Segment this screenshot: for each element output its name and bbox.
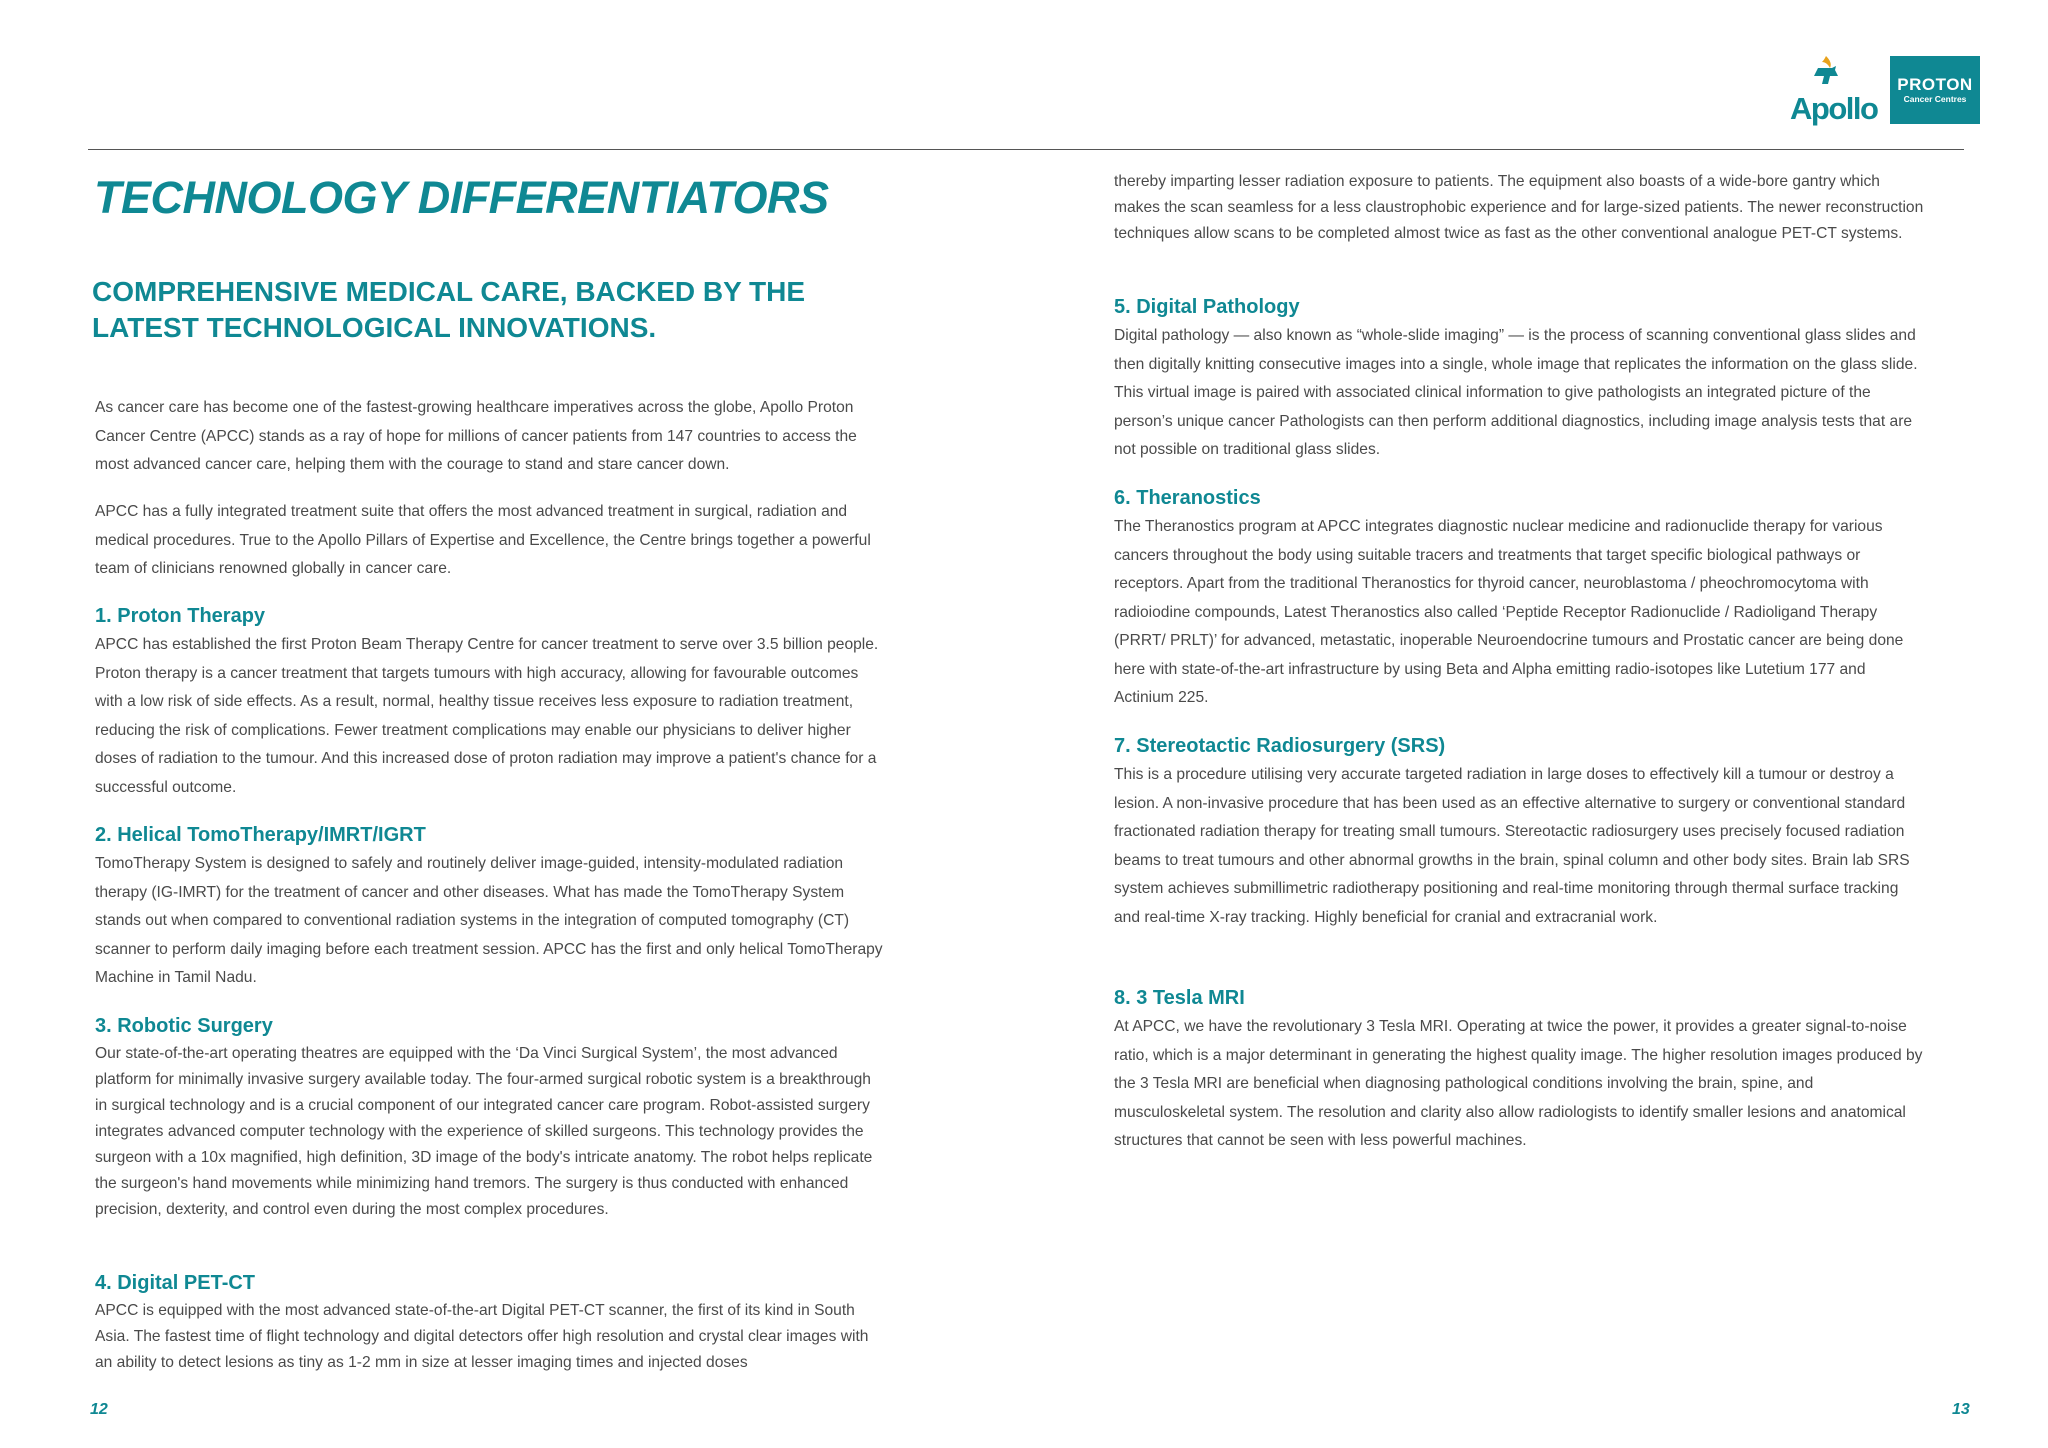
- section-body: thereby imparting lesser radiation exposure to patients. The equipment also boasts of a wide-bore gantry which makes the scan seamless for a less claustrophobic experience and for large-sized patients. The newer reconstruction techniques allow scans to be completed almost twice as fast as the other conventional analogue PET-CT systems.: [1114, 173, 1924, 242]
- section-body: This is a procedure utilising very accurate targeted radiation in large doses to effectively kill a tumour or destroy a lesion. A non-invasive procedure that has been used as an effective alternative to surgery or conventional standard fractionated radiation therapy for treating small tumours. Stereotactic radiosurgery uses precisely focused radiation beams to treat tumours and other abnormal growths in the brain, spinal column and other body sites. Brain lab SRS system achieves submillimetric radiotherapy positioning and real-time monitoring through thermal surface tracking and real-time X-ray tracking. Highly beneficial for cranial and extracranial work.: [1114, 766, 1910, 926]
- section-heading: 1. Proton Therapy: [95, 605, 266, 627]
- page-number-right: 13: [1952, 1401, 1970, 1418]
- section-3-tesla-mri: [1114, 983, 1924, 1156]
- section-heading: 7. Stereotactic Radiosurgery (SRS): [1114, 735, 1446, 757]
- page-number-left: 12: [90, 1401, 108, 1418]
- section-tomotherapy: [95, 820, 885, 993]
- section-heading: 4. Digital PET-CT: [95, 1272, 256, 1294]
- section-heading: 2. Helical TomoTherapy/IMRT/IGRT: [95, 824, 426, 846]
- intro-paragraph-1: [95, 394, 885, 480]
- section-theranostics: [1114, 483, 1924, 713]
- section-body: At APCC, we have the revolutionary 3 Tesla MRI. Operating at twice the power, it provides a greater signal-to-noise ratio, which is a major determinant in generating the highest quality image. The higher resolution images produced by the 3 Tesla MRI are beneficial when diagnosing pathological conditions involving the brain, spine, and musculoskeletal system. The resolution and clarity also allow radiologists to identify smaller lesions and anatomical structures that cannot be seen with less powerful machines.: [1114, 1018, 1923, 1149]
- section-body: APCC is equipped with the most advanced state-of-the-art Digital PET-CT scanner, the first of its kind in South Asia. The fastest time of flight technology and digital detectors offer high resolution and crystal clear images with an ability to detect lesions as tiny as 1-2 mm in size at lesser imaging times and injected doses: [95, 1302, 869, 1371]
- header-logos: [1790, 52, 1980, 124]
- section-digital-pathology: [1114, 292, 1924, 465]
- section-digital-pet-ct: [95, 1268, 885, 1376]
- apollo-logo: [1790, 54, 1876, 124]
- proton-subtitle: Cancer Centres: [1903, 94, 1967, 105]
- section-heading: 6. Theranostics: [1114, 487, 1261, 509]
- section-heading: 5. Digital Pathology: [1114, 296, 1300, 318]
- apollo-wordmark: Apollo: [1790, 91, 1878, 126]
- intro-text-1: As cancer care has become one of the fastest-growing healthcare imperatives across the globe, Apollo Proton Cancer Centre (APCC) stands as a ray of hope for millions of cancer patients from 147 countries to access the most advanced cancer care, helping them with the courage to stand and stare cancer down.: [95, 399, 857, 473]
- subtitle-line-1: COMPREHENSIVE MEDICAL CARE, BACKED BY THE: [92, 276, 806, 307]
- intro-text-2: APCC has a fully integrated treatment suite that offers the most advanced treatment in surgical, radiation and medical procedures. True to the Apollo Pillars of Expertise and Excellence, the Centre brings together a powerful team of clinicians renowned globally in cancer care.: [95, 503, 871, 577]
- section-body: Our state-of-the-art operating theatres are equipped with the ‘Da Vinci Surgical System’, the most advanced platform for minimally invasive surgery available today. The four-armed surgical robotic system is a breakthrough in surgical technology and is a crucial component of our integrated cancer care program. Robot-assisted surgery integrates advanced computer technology with the experience of skilled surgeons. This technology provides the surgeon with a 10x magnified, high definition, 3D image of the body's intricate anatomy. The robot helps replicate the surgeon's hand movements while minimizing hand tremors. The surgery is thus conducted with enhanced precision, dexterity, and control even during the most complex procedures.: [95, 1045, 873, 1218]
- page-subtitle: [92, 274, 892, 347]
- section-proton-therapy: [95, 601, 885, 802]
- section-robotic-surgery: [95, 1011, 885, 1223]
- proton-logo: [1890, 56, 1980, 124]
- page-title: TECHNOLOGY DIFFERENTIATORS: [94, 172, 829, 223]
- subtitle-line-2: LATEST TECHNOLOGICAL INNOVATIONS.: [92, 312, 657, 344]
- section-body: Digital pathology — also known as “whole-slide imaging” — is the process of scanning conventional glass slides and then digitally knitting consecutive images into a single, whole image that replicates the information on the glass slide. This virtual image is paired with associated clinical information to give pathologists an integrated picture of the person’s unique cancer Pathologists can then perform additional diagnostics, including image analysis tests that are not possible on traditional glass slides.: [1114, 327, 1918, 458]
- section-body: APCC has established the first Proton Beam Therapy Centre for cancer treatment to serve over 3.5 billion people. Proton therapy is a cancer treatment that targets tumours with high accuracy, allowing for favourable outcomes with a low risk of side effects. As a result, normal, healthy tissue receives less exposure to radiation treatment, reducing the risk of complications. Fewer treatment complications may enable our physicians to deliver higher doses of radiation to the tumour. And this increased dose of proton radiation may improve a patient's chance for a successful outcome.: [95, 636, 879, 796]
- section-stereotactic-radiosurgery: [1114, 731, 1924, 932]
- proton-wordmark: PROTON: [1897, 74, 1973, 94]
- intro-paragraph-2: [95, 498, 885, 584]
- section-digital-pet-ct-continued: [1114, 169, 1924, 247]
- section-body: The Theranostics program at APCC integrates diagnostic nuclear medicine and radionuclide therapy for various cancers throughout the body using suitable tracers and treatments that target specific biological pathways or receptors. Apart from the traditional Theranostics for thyroid cancer, neuroblastoma / pheochromocytoma with radioiodine compounds, Latest Theranostics also called ‘Peptide Receptor Radionuclide / Radioligand Therapy (PRRT/ PRLT)’ for advanced, metastatic, inoperable Neuroendocrine tumours and Prostatic cancer are being done here with state-of-the-art infrastructure by using Beta and Alpha emitting radio-isotopes like Lutetium 177 and Actinium 225.: [1114, 518, 1904, 706]
- header-divider: [88, 149, 1964, 150]
- section-heading: 8. 3 Tesla MRI: [1114, 987, 1245, 1009]
- section-body: TomoTherapy System is designed to safely and routinely deliver image-guided, intensity-modulated radiation therapy (IG-IMRT) for the treatment of cancer and other diseases. What has made the TomoTherapy System stands out when compared to conventional radiation systems in the integration of computed tomography (CT) scanner to perform daily imaging before each treatment session. APCC has the first and only helical TomoTherapy Machine in Tamil Nadu.: [95, 855, 883, 986]
- section-heading: 3. Robotic Surgery: [95, 1015, 273, 1037]
